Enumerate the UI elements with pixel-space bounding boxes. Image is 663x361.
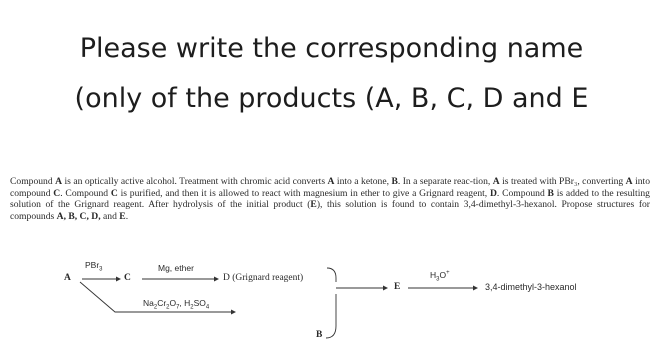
compound-a-label: A [64,273,71,283]
arrowhead-d [214,277,219,282]
arrowhead-c [116,277,121,282]
reaction-scheme [0,258,663,358]
problem-text-segment: A [327,176,335,187]
problem-text-segment: C [110,187,118,199]
question-line-1: Please write the corresponding name [79,33,584,64]
problem-text-segment: . In a separate reac-tion, [397,176,493,187]
problem-text-segment: ), this solution is found to contain 3,4-dimethyl-3-hexanol. Propose structures for compounds [10,199,651,222]
reagent-mg-ether: Mg, ether [158,263,194,273]
final-product-label: 3,4-dimethyl-3-hexanol [485,282,577,292]
problem-text-segment: B [547,187,554,199]
reagent-h3o-plus: $H_3O^+$ [430,270,450,283]
problem-text-segment: into a ketone, [334,176,392,187]
problem-text-segment: is an optically active alcohol. Treatment with chromic acid converts [62,176,328,187]
problem-text-segment: is treated with PBr₃, converting [499,176,626,187]
compound-e-label: E [394,282,401,292]
problem-text-segment: . [125,210,129,222]
problem-text-segment: A, B, C, D, [56,210,101,222]
problem-statement [10,176,650,222]
arrowhead-e [383,286,388,291]
arrowhead-product [473,286,478,291]
problem-text-segment: into compound [10,176,650,199]
problem-text-segment: E [310,199,317,211]
question-line-2: (only of the products (A, B, C, D and E [74,83,589,114]
problem-text-segment: A [55,176,63,187]
problem-text-segment: B [391,176,398,187]
problem-text-segment: A [492,176,500,187]
compound-b-label: B [316,330,323,340]
problem-text-segment: is purified, and then it is allowed to react with magnesium in ether to give a Grignard reagent, [117,187,490,199]
problem-text-segment: Compound [10,176,56,187]
compound-c-label: C [124,273,131,283]
problem-text-segment: is added to the resulting solution of the Grignard reagent. After hydrolysis of the initial product ( [10,187,650,211]
problem-text-segment: D [489,187,497,199]
brace-b [326,294,336,338]
brace-d [327,268,336,282]
reagent-pbr3: PBr$_3$ [85,260,103,273]
problem-text-segment: . Compound [60,187,111,199]
reagent-chromic-acid: $Na_2Cr_2O_7$, $H_2SO_4$ [143,298,210,311]
problem-text-segment: A [625,176,633,187]
arrowhead-b [231,310,236,315]
problem-text-segment: C [53,187,61,199]
reaction-arrows [0,258,663,358]
compound-d-label: D (Grignard reagent) [223,273,304,283]
problem-text-segment: and [100,210,120,222]
problem-text-segment: E [119,210,126,222]
problem-text-segment: . Compound [496,187,548,199]
